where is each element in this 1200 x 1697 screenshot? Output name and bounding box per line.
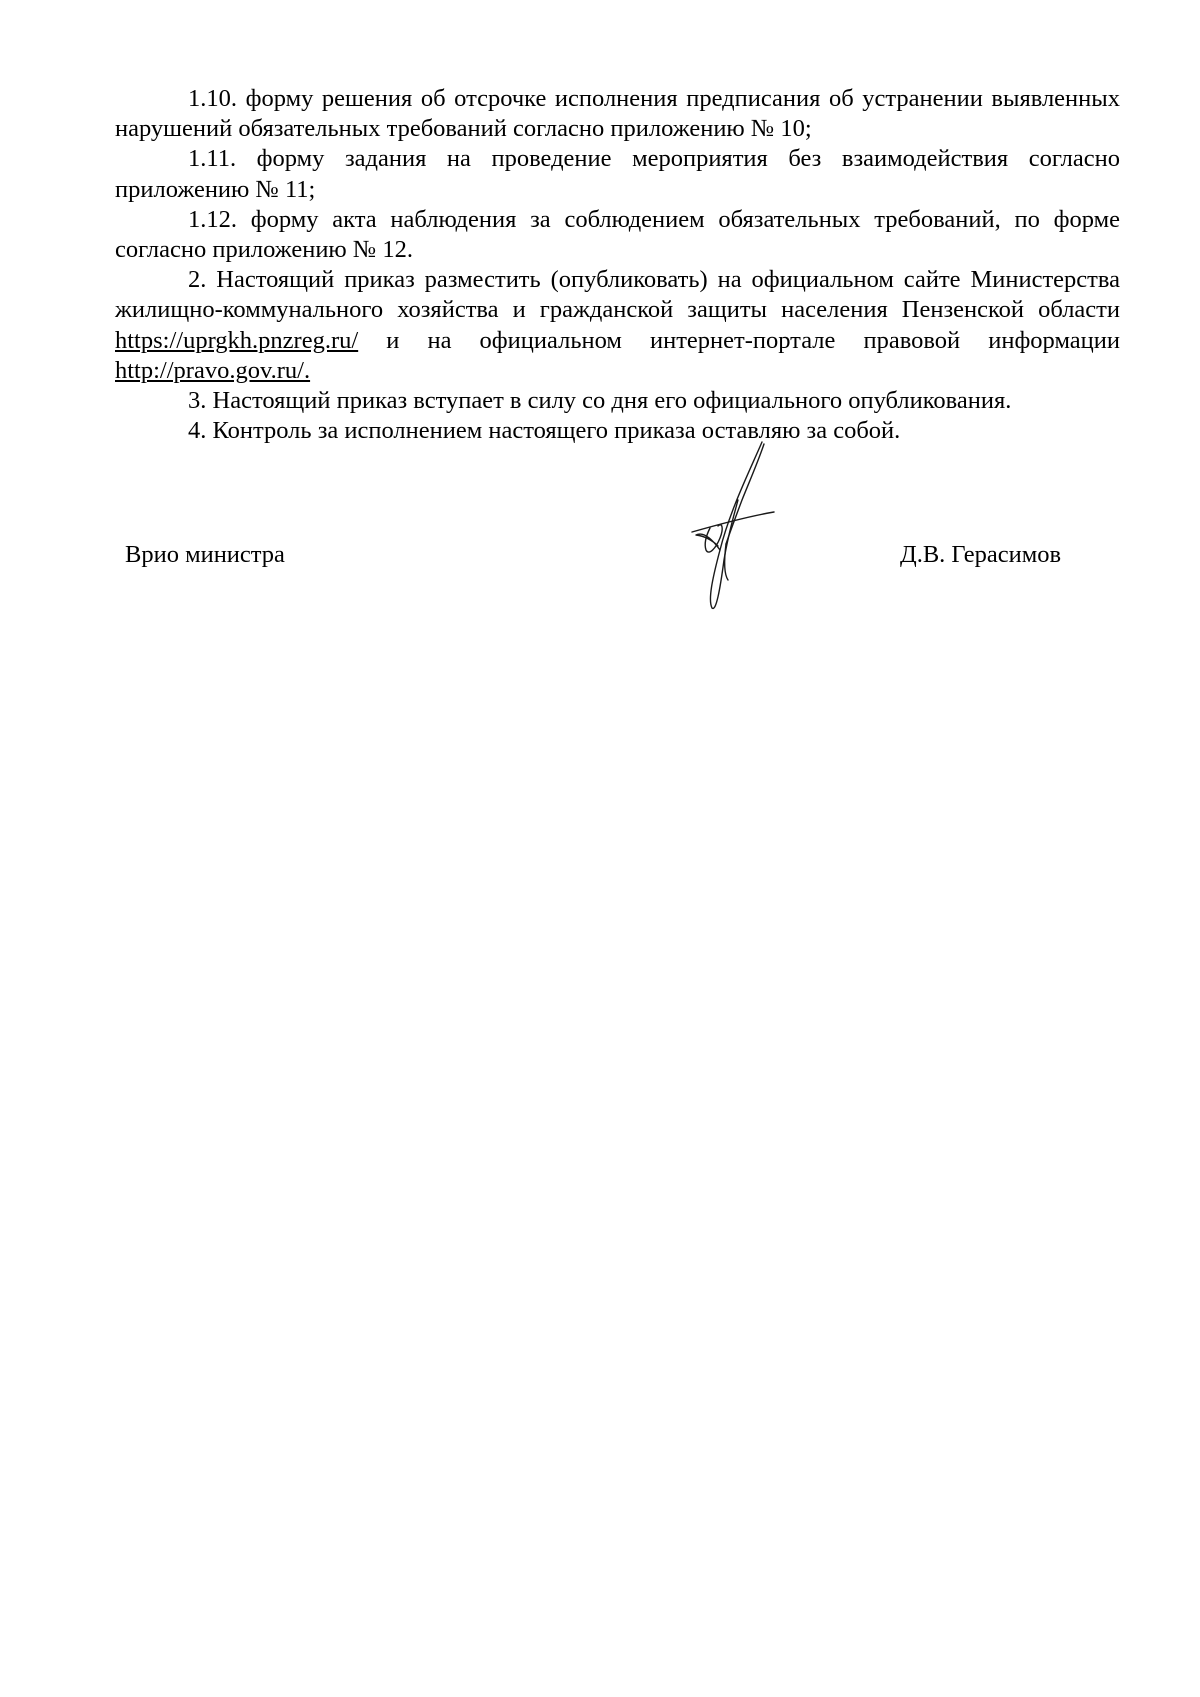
paragraph-text: 3. Настоящий приказ вступает в силу со дня его официального опубликования.: [188, 387, 1012, 415]
paragraph-text: 4. Контроль за исполнением настоящего приказа оставляю за собой.: [188, 417, 901, 445]
paragraph-text: 1.11. форму задания на проведение мероприятия без взаимодействия согласно приложению № 11;: [115, 145, 1120, 203]
pravo-portal-link[interactable]: http://pravo.gov.ru/.: [115, 356, 311, 384]
paragraph-1-12: [115, 205, 1120, 265]
handwritten-signature-icon: [690, 440, 800, 615]
signature-block: [0, 540, 1200, 580]
paragraph-text: 1.12. форму акта наблюдения за соблюдением обязательных требований, по форме согласно приложению № 12.: [115, 205, 1120, 264]
paragraph-text: и на официальном интернет-портале правовой информации: [358, 326, 1120, 354]
paragraph-2: [115, 265, 1120, 386]
paragraph-4: [115, 416, 1120, 446]
paragraph-text: 1.10. форму решения об отсрочке исполнения предписания об устранении выявленных нарушений обязательных требований согласно приложению № 10;: [115, 85, 1120, 143]
paragraph-1-10: [115, 84, 1120, 144]
signer-position: Врио министра: [125, 541, 285, 568]
paragraph-3: [115, 386, 1120, 416]
paragraph-text: 2. Настоящий приказ разместить (опубликовать) на официальном сайте Министерства жилищно-коммунального хозяйства и гражданской защиты населения Пензенской области: [115, 266, 1120, 324]
paragraph-1-11: [115, 144, 1120, 204]
signer-name: Д.В. Герасимов: [900, 541, 1062, 568]
ministry-site-link[interactable]: https://uprgkh.pnzreg.ru/: [115, 326, 359, 354]
document-body: [115, 84, 1120, 446]
